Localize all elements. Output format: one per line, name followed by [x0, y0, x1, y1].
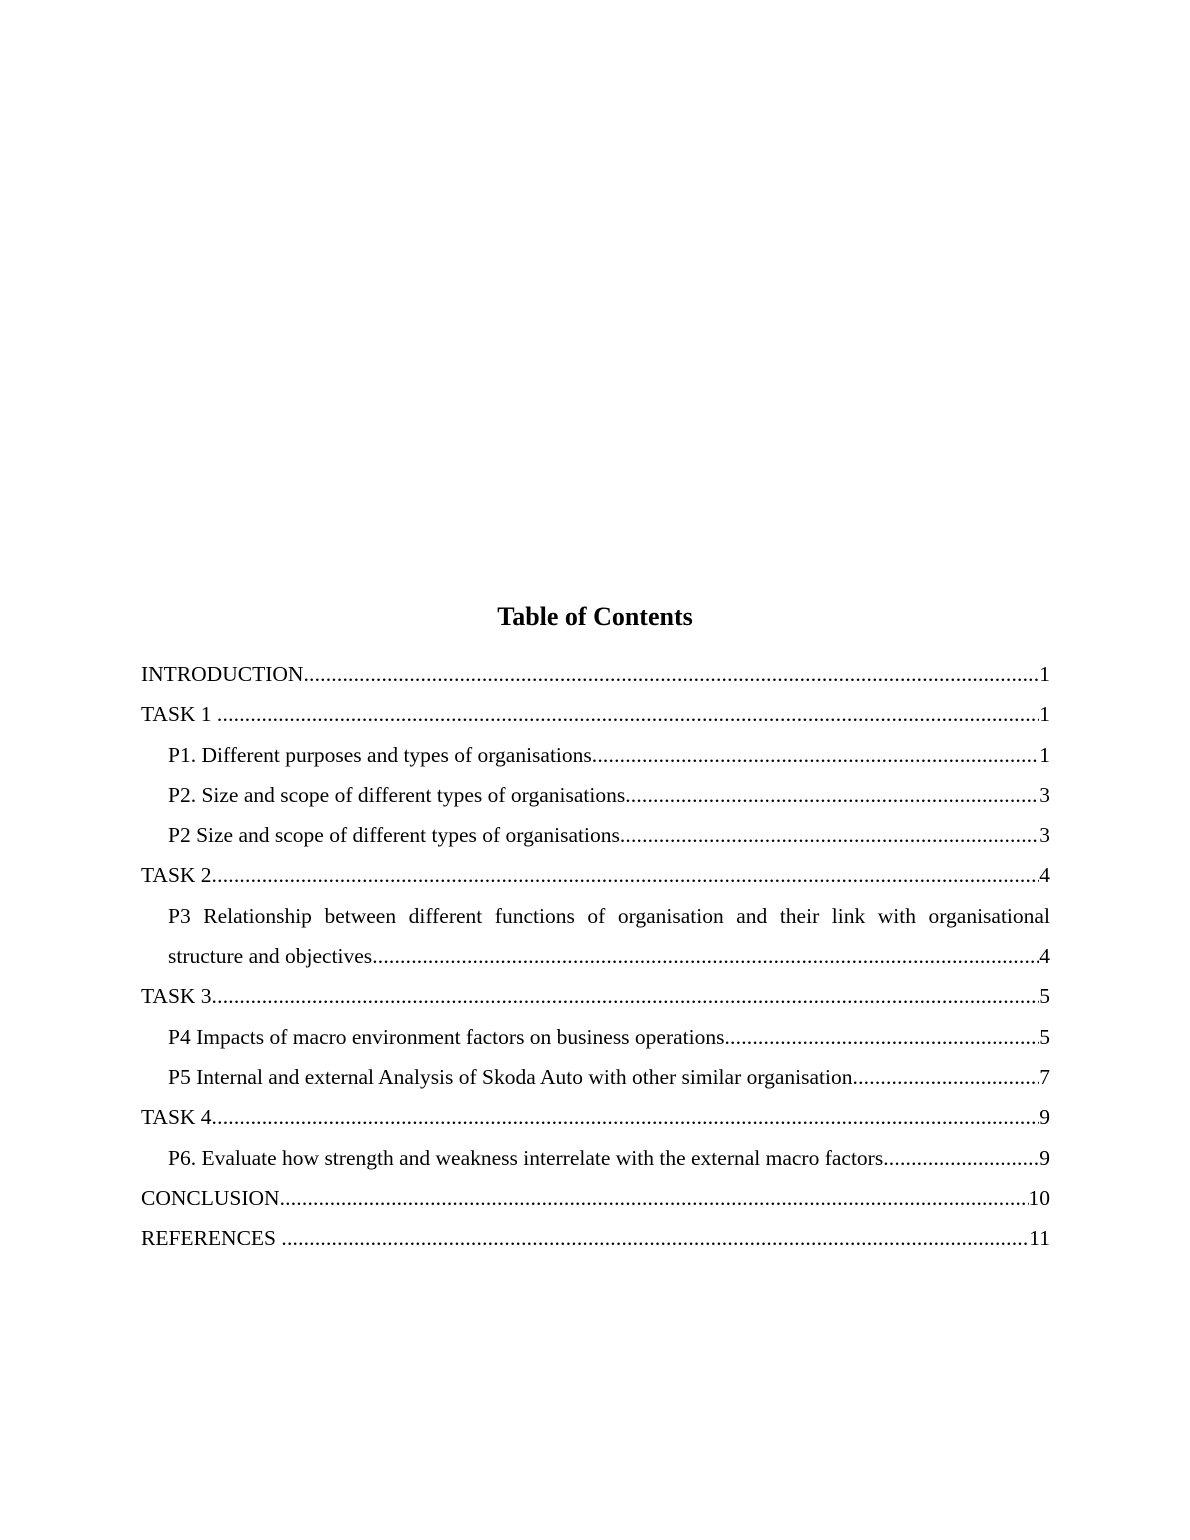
toc-dot-leader [724, 1017, 1039, 1057]
toc-dot-leader [883, 1138, 1039, 1178]
toc-entry-word: different [408, 903, 483, 928]
toc-dot-leader [280, 1178, 1029, 1218]
toc-dot-leader [281, 1218, 1029, 1258]
toc-entry-references[interactable] [141, 1218, 1050, 1258]
toc-entry-text: TASK 3 [141, 984, 212, 1009]
toc-entry-word: of [587, 903, 606, 928]
toc-entry-word: link [831, 903, 866, 928]
toc-page-number: 11 [1029, 1226, 1050, 1251]
toc-page-number: 5 [1039, 984, 1050, 1009]
toc-page-number: 9 [1039, 1145, 1050, 1170]
toc-dot-leader [212, 976, 1040, 1016]
toc-entry-p4[interactable] [141, 1017, 1050, 1057]
toc-page-number: 9 [1039, 1105, 1050, 1130]
toc-entry-task-2[interactable] [141, 855, 1050, 895]
toc-page-number: 5 [1039, 1024, 1050, 1049]
toc-dot-leader [625, 775, 1039, 815]
toc-entry-introduction[interactable] [141, 654, 1050, 694]
toc-entry-text: P6. Evaluate how strength and weakness interrelate with the external macro factors [168, 1145, 884, 1170]
toc-entry-text: CONCLUSION [141, 1185, 280, 1210]
toc-page-number: 1 [1039, 702, 1050, 727]
toc-entry-task-4[interactable] [141, 1097, 1050, 1137]
toc-entry-word: with [877, 903, 916, 928]
toc-dot-leader [853, 1057, 1040, 1097]
toc-entry-word: Relationship [203, 903, 312, 928]
toc-entry-p2-b[interactable] [141, 815, 1050, 855]
toc-dot-leader [592, 735, 1039, 775]
toc-dot-leader [372, 936, 1039, 976]
toc-entry-text: TASK 1 [141, 702, 217, 727]
toc-page-number: 10 [1028, 1185, 1050, 1210]
toc-entry-text: P2. Size and scope of different types of organisations [168, 782, 626, 807]
toc-entry-word: functions [494, 903, 575, 928]
toc-entry-text: TASK 2 [141, 863, 212, 888]
toc-entry-text: P2 Size and scope of different types of organisations [168, 823, 620, 848]
toc-page-number: 4 [1039, 944, 1050, 969]
toc-entry-word: between [324, 903, 397, 928]
toc-entry-p1[interactable] [141, 735, 1050, 775]
toc-dot-leader [303, 654, 1039, 694]
toc-dot-leader [212, 1097, 1040, 1137]
toc-entry-text-line-1 [168, 896, 1050, 936]
toc-entry-word: organisation [617, 903, 724, 928]
toc-page-number: 1 [1039, 742, 1050, 767]
toc-entry-p5[interactable] [141, 1057, 1050, 1097]
toc-title: Table of Contents [497, 602, 693, 631]
toc-entry-conclusion[interactable] [141, 1178, 1050, 1218]
toc-entry-text: TASK 4 [141, 1105, 212, 1130]
toc-dot-leader [212, 855, 1040, 895]
toc-dot-leader [217, 694, 1039, 734]
toc-page-number: 4 [1039, 863, 1050, 888]
toc-entry-p3[interactable] [141, 896, 1050, 977]
toc-page-number: 7 [1039, 1064, 1050, 1089]
toc-page-number: 3 [1039, 782, 1050, 807]
toc-entry-text: structure and objectives [168, 944, 373, 969]
toc-entry-text: P5 Internal and external Analysis of Skoda Auto with other similar organisation [168, 1064, 853, 1089]
toc-dot-leader [620, 815, 1039, 855]
toc-entry-text: P1. Different purposes and types of organisations [168, 742, 592, 767]
toc-entry-word: their [779, 903, 820, 928]
toc-page-number: 1 [1039, 662, 1050, 686]
toc-entry-word: P3 [168, 903, 191, 928]
table-of-contents [141, 654, 1050, 1258]
toc-page-number: 3 [1039, 823, 1050, 848]
toc-entry-p6[interactable] [141, 1138, 1050, 1178]
toc-entry-text: REFERENCES [141, 1226, 282, 1251]
toc-entry-word: organisational [928, 903, 1050, 928]
toc-entry-task-3[interactable] [141, 976, 1050, 1016]
toc-entry-word: and [736, 903, 768, 928]
toc-entry-text: P4 Impacts of macro environment factors on business operations [168, 1024, 725, 1049]
toc-entry-p2-a[interactable] [141, 775, 1050, 815]
toc-entry-text: INTRODUCTION [141, 662, 304, 686]
toc-entry-task-1[interactable] [141, 694, 1050, 734]
